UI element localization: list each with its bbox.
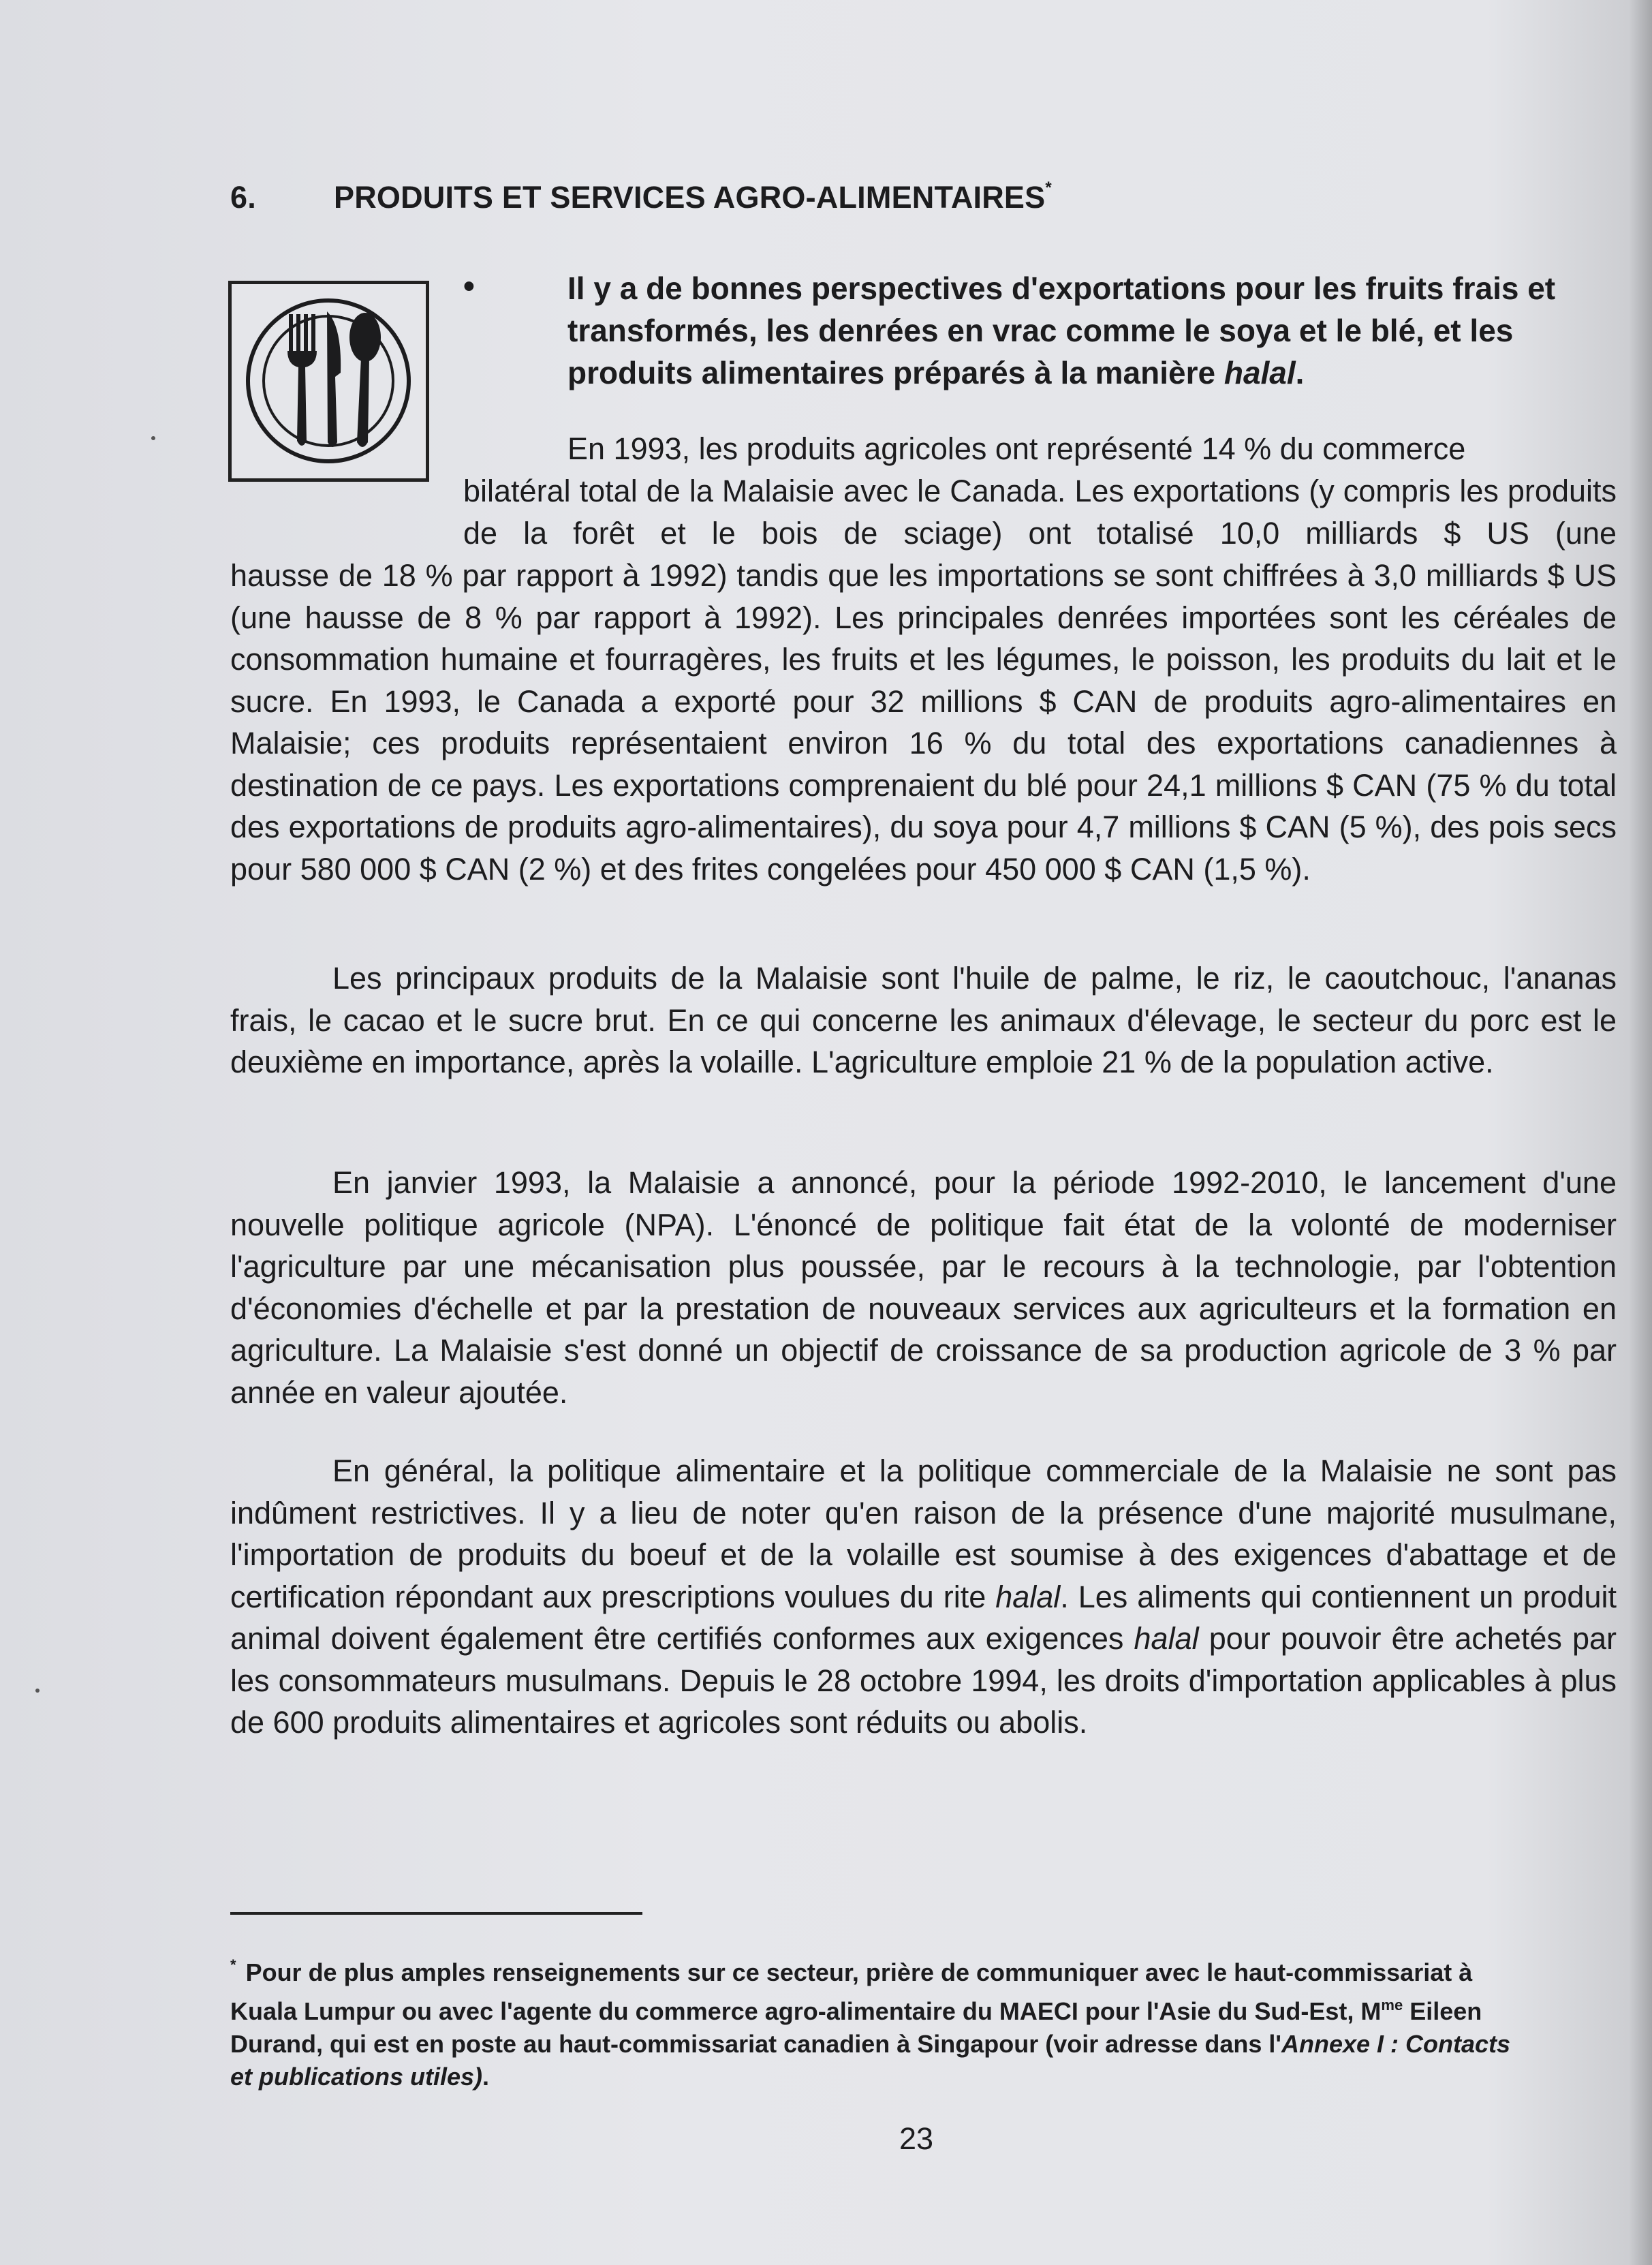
- section-heading: [230, 179, 1052, 215]
- paragraph-4: [230, 1450, 1617, 1744]
- page-edge-shadow: [1629, 0, 1652, 2265]
- footnote-italic-annex: Annexe I : Contacts et publications utiles): [230, 2030, 1511, 2091]
- scan-speck: [35, 1689, 40, 1693]
- paragraph-1-continuation: hausse de 18 % par rapport à 1992) tandis que les importations se sont chiffrées à 3,0 milliards $ US (une hausse de 8 % par rapport à 1992). Les principales denrées importées sont les céréales de consommation humaine et fourragères, les fruits et les légumes, le poisson, les produits du lait et le sucre. En 1993, le Canada a exporté pour 32 millions $ CAN de produits agro-alimentaires en Malaisie; ces produits représentaient environ 16 % du total des exportations canadiennes à destination de ce pays. Les exportations comprenaient du blé pour 24,1 millions $ CAN (75 % du total des exportations de produits agro-alimentaires), du soya pour 4,7 millions $ CAN (5 %), des pois secs pour 580 000 $ CAN (2 %) et des frites congelées pour 450 000 $ CAN (1,5 %).: [230, 558, 1617, 887]
- paragraph-1-wrapped-lines: bilatéral total de la Malaisie avec le Canada. Les exportations (y compris les produits de la forêt et le bois de sciage) ont totalisé 10,0 milliards $ US (une: [463, 474, 1617, 551]
- footnote-marker-ref: *: [1045, 179, 1052, 197]
- paragraph-4-part-a: En général, la politique alimentaire et la politique commerciale de la Malaisie ne sont pas indûment restrictives. Il y a lieu de noter qu'en raison de la présence d'une majorité musulmane, l'importation de produits du boeuf et de la volaille est soumise à des exigences d'abattage et de certification répondant aux prescriptions voulues du rite: [230, 1453, 1617, 1614]
- footnote-mme-superscript: me: [1381, 1997, 1403, 2014]
- paragraph-3: En janvier 1993, la Malaisie a annoncé, pour la période 1992-2010, le lancement d'une nouvelle politique agricole (NPA). L'énoncé de politique fait état de la volonté de moderniser l'agriculture par une mécanisation plus poussée, par le recours à la technologie, par l'obtention d'économies d'échelle et par la prestation de nouveaux services aux agriculteurs et la formation en agriculture. La Malaisie s'est donné un objectif de croissance de sa production agricole de 3 % par année en valeur ajoutée.: [230, 1165, 1617, 1410]
- footnote-text-b: Eileen Durand, qui est en poste au haut-commissariat canadien à Singapour (voir adresse dans l': [230, 1997, 1482, 2058]
- footnote-text-a: Pour de plus amples renseignements sur ce secteur, prière de communiquer avec le haut-commissariat à Kuala Lumpur ou avec l'agente du commerce agro-alimentaire du MAECI pour l'Asie du Sud-Est, M: [230, 1958, 1473, 2025]
- lead-text: Il y a de bonnes perspectives d'exportations pour les fruits frais et transformés, les denrées en vrac comme le soya et le blé, et les produits alimentaires préparés à la manière: [567, 271, 1556, 390]
- lead-italic-term: halal: [1224, 355, 1296, 390]
- footnote-marker: *: [230, 1956, 236, 1973]
- paragraph-4-part-b: . Les aliments qui contiennent un produit animal doivent également être certifiés conformes aux exigences: [230, 1579, 1617, 1656]
- scan-speck: [151, 436, 155, 440]
- paragraph-1-first-line: En 1993, les produits agricoles ont représenté 14 % du commerce: [567, 431, 1466, 466]
- bullet-point: •: [463, 268, 475, 305]
- paragraph-4-italic-halal-2: halal: [1134, 1621, 1199, 1656]
- footnote-text-c: .: [482, 2063, 490, 2091]
- paragraph-2: Les principaux produits de la Malaisie sont l'huile de palme, le riz, le caoutchouc, l'ananas frais, le cacao et le sucre brut. En ce qui concerne les animaux d'élevage, le secteur du porc est le deuxième en importance, après la volaille. L'agriculture emploie 21 % de la population active.: [230, 961, 1617, 1079]
- section-title: PRODUITS ET SERVICES AGRO-ALIMENTAIRES: [334, 180, 1046, 215]
- section-number: 6.: [230, 180, 256, 215]
- page-number: 23: [899, 2121, 934, 2156]
- lead-statement: [567, 267, 1617, 394]
- footnote: [230, 1949, 1525, 2093]
- paragraph-4-italic-halal-1: halal: [995, 1579, 1061, 1614]
- lead-period: .: [1295, 355, 1305, 390]
- fork-knife-spoon-plate-icon: [228, 281, 429, 482]
- footnote-separator: [230, 1912, 642, 1915]
- paragraph-4-part-c: pour pouvoir être achetés par les consommateurs musulmans. Depuis le 28 octobre 1994, les droits d'importation applicables à plus de 600 produits alimentaires et agricoles sont réduits ou abolis.: [230, 1621, 1617, 1740]
